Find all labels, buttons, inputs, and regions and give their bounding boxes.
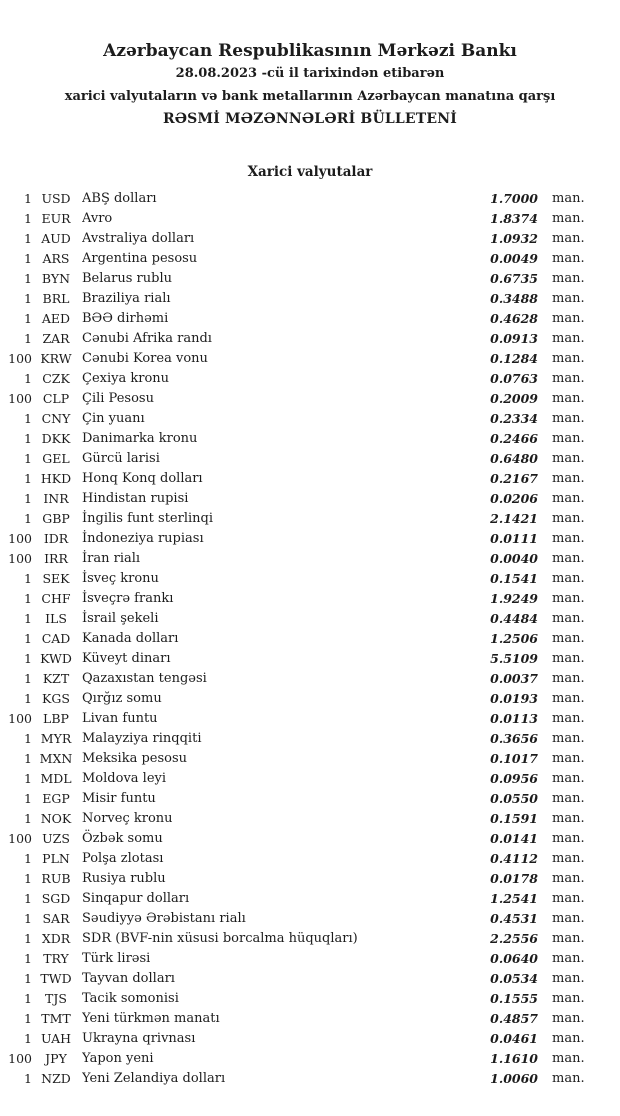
rate-value: 0.0206 <box>490 491 538 506</box>
rate-row <box>0 689 620 709</box>
currency-code: SGD <box>41 891 71 906</box>
quantity: 1 <box>24 271 32 286</box>
rate-value: 0.2167 <box>490 471 538 486</box>
quantity: 100 <box>8 351 32 366</box>
quantity: 100 <box>8 551 32 566</box>
rate-row <box>0 449 620 469</box>
effective-date-line: 28.08.2023 -cü il tarixindən etibarən <box>175 66 445 81</box>
unit-label: man. <box>552 791 585 806</box>
rate-value: 0.6480 <box>490 451 538 466</box>
currency-name: Çexiya kronu <box>82 371 170 386</box>
rate-value: 1.2506 <box>490 631 538 646</box>
unit-label: man. <box>552 611 585 626</box>
quantity: 1 <box>24 971 32 986</box>
rate-row <box>0 589 620 609</box>
currency-code: ZAR <box>42 331 70 346</box>
quantity: 1 <box>24 1071 32 1086</box>
unit-label: man. <box>552 971 585 986</box>
quantity: 1 <box>24 991 32 1006</box>
unit-label: man. <box>552 931 585 946</box>
currency-code: GBP <box>42 511 70 526</box>
unit-label: man. <box>552 1031 585 1046</box>
page-title: Azərbaycan Respublikasının Mərkəzi Bankı <box>103 41 517 61</box>
currency-code: BRL <box>42 291 70 306</box>
rate-row <box>0 489 620 509</box>
currency-name: Malayziya rinqqiti <box>82 731 202 746</box>
currency-code: USD <box>41 191 71 206</box>
currency-code: TRY <box>43 951 69 966</box>
currency-name: Braziliya rialı <box>82 291 171 306</box>
currency-name: ABŞ dolları <box>82 191 157 206</box>
rate-value: 0.0461 <box>490 1031 538 1046</box>
quantity: 1 <box>24 911 32 926</box>
quantity: 1 <box>24 451 32 466</box>
unit-label: man. <box>552 491 585 506</box>
currency-name: Qazaxıstan tengəsi <box>82 671 207 686</box>
unit-label: man. <box>552 271 585 286</box>
currency-code: PLN <box>42 851 70 866</box>
rate-row <box>0 609 620 629</box>
unit-label: man. <box>552 671 585 686</box>
unit-label: man. <box>552 711 585 726</box>
rate-row <box>0 769 620 789</box>
rate-value: 0.0763 <box>490 371 538 386</box>
currency-name: İndoneziya rupiası <box>82 531 204 546</box>
rate-row <box>0 1009 620 1029</box>
rate-value: 0.1541 <box>490 571 538 586</box>
rate-row <box>0 569 620 589</box>
unit-label: man. <box>552 311 585 326</box>
quantity: 1 <box>24 591 32 606</box>
currency-code: KRW <box>40 351 72 366</box>
currency-code: LBP <box>43 711 69 726</box>
rate-row <box>0 349 620 369</box>
currency-name: İsrail şekeli <box>82 611 159 626</box>
unit-label: man. <box>552 391 585 406</box>
currency-code: ARS <box>42 251 70 266</box>
currency-code: CZK <box>42 371 70 386</box>
rate-value: 1.9249 <box>490 591 538 606</box>
currency-name: Tacik somonisi <box>82 991 179 1006</box>
unit-label: man. <box>552 851 585 866</box>
quantity: 1 <box>24 231 32 246</box>
rate-value: 0.4628 <box>490 311 538 326</box>
rate-value: 0.0534 <box>490 971 538 986</box>
quantity: 1 <box>24 471 32 486</box>
currency-name: Çin yuanı <box>82 411 145 426</box>
rate-row <box>0 809 620 829</box>
quantity: 1 <box>24 671 32 686</box>
currency-code: EUR <box>41 211 71 226</box>
unit-label: man. <box>552 631 585 646</box>
rate-row <box>0 749 620 769</box>
unit-label: man. <box>552 471 585 486</box>
unit-label: man. <box>552 371 585 386</box>
currency-name: Tayvan dolları <box>82 971 175 986</box>
rate-value: 0.0037 <box>490 671 538 686</box>
quantity: 1 <box>24 211 32 226</box>
unit-label: man. <box>552 811 585 826</box>
quantity: 100 <box>8 831 32 846</box>
rates-table <box>0 189 620 1089</box>
rate-row <box>0 889 620 909</box>
unit-label: man. <box>552 451 585 466</box>
quantity: 1 <box>24 891 32 906</box>
currency-name: Argentina pesosu <box>82 251 198 266</box>
currency-name: İran rialı <box>82 551 141 566</box>
rate-value: 0.1017 <box>490 751 538 766</box>
quantity: 1 <box>24 511 32 526</box>
scope-line: xarici valyutaların və bank metallarının Azərbaycan manatına qarşı <box>64 89 556 104</box>
rate-row <box>0 709 620 729</box>
rate-value: 5.5109 <box>490 651 538 666</box>
unit-label: man. <box>552 1051 585 1066</box>
quantity: 100 <box>8 1051 32 1066</box>
quantity: 1 <box>24 331 32 346</box>
rate-value: 1.8374 <box>490 211 538 226</box>
rate-value: 0.0113 <box>490 711 538 726</box>
currency-code: SAR <box>42 911 70 926</box>
quantity: 1 <box>24 431 32 446</box>
quantity: 1 <box>24 1011 32 1026</box>
unit-label: man. <box>552 411 585 426</box>
currency-code: XDR <box>41 931 71 946</box>
unit-label: man. <box>552 291 585 306</box>
quantity: 1 <box>24 311 32 326</box>
currency-name: Hindistan rupisi <box>82 491 189 506</box>
currency-code: HKD <box>40 471 72 486</box>
rate-row <box>0 189 620 209</box>
rate-row <box>0 409 620 429</box>
unit-label: man. <box>552 431 585 446</box>
rate-row <box>0 1049 620 1069</box>
rate-row <box>0 509 620 529</box>
rate-value: 0.1284 <box>490 351 538 366</box>
quantity: 1 <box>24 771 32 786</box>
rate-value: 1.2541 <box>490 891 538 906</box>
quantity: 100 <box>8 711 32 726</box>
currency-code: MDL <box>40 771 72 786</box>
rate-row <box>0 429 620 449</box>
rate-value: 0.0956 <box>490 771 538 786</box>
currency-name: Norveç kronu <box>82 811 173 826</box>
currency-code: MXN <box>39 751 73 766</box>
quantity: 1 <box>24 931 32 946</box>
currency-code: IDR <box>43 531 69 546</box>
currency-code: TMT <box>41 1011 71 1026</box>
quantity: 100 <box>8 531 32 546</box>
currency-name: Meksika pesosu <box>82 751 188 766</box>
currency-code: EGP <box>42 791 70 806</box>
rate-row <box>0 289 620 309</box>
rate-value: 2.2556 <box>490 931 538 946</box>
rate-value: 0.3656 <box>490 731 538 746</box>
unit-label: man. <box>552 331 585 346</box>
document-header <box>0 0 620 131</box>
rate-value: 0.3488 <box>490 291 538 306</box>
rate-row <box>0 869 620 889</box>
currency-code: TJS <box>45 991 67 1006</box>
currency-code: UAH <box>40 1031 72 1046</box>
quantity: 1 <box>24 571 32 586</box>
unit-label: man. <box>552 551 585 566</box>
rate-row <box>0 1029 620 1049</box>
quantity: 100 <box>8 391 32 406</box>
quantity: 1 <box>24 371 32 386</box>
rate-row <box>0 909 620 929</box>
currency-code: GEL <box>42 451 70 466</box>
currency-name: Cənubi Afrika randı <box>82 331 212 346</box>
currency-name: Yapon yeni <box>82 1051 154 1066</box>
currency-name: Sinqapur dolları <box>82 891 190 906</box>
currency-code: KGS <box>42 691 70 706</box>
currency-name: BƏƏ dirhəmi <box>82 311 169 326</box>
quantity: 1 <box>24 811 32 826</box>
currency-name: Ukrayna qrivnası <box>82 1031 196 1046</box>
currency-code: ILS <box>45 611 67 626</box>
currency-name: Belarus rublu <box>82 271 172 286</box>
rate-row <box>0 629 620 649</box>
quantity: 1 <box>24 651 32 666</box>
rate-value: 0.2466 <box>490 431 538 446</box>
bulletin-title: RƏSMİ MƏZƏNNƏLƏRİ BÜLLETENİ <box>162 111 458 127</box>
rate-row <box>0 729 620 749</box>
rate-value: 0.1555 <box>490 991 538 1006</box>
currency-code: CAD <box>41 631 71 646</box>
rate-row <box>0 989 620 1009</box>
quantity: 1 <box>24 871 32 886</box>
rate-value: 1.1610 <box>490 1051 538 1066</box>
currency-name: Moldova leyi <box>82 771 167 786</box>
rate-value: 0.4857 <box>490 1011 538 1026</box>
rate-row <box>0 949 620 969</box>
currency-code: AED <box>41 311 71 326</box>
currency-code: TWD <box>40 971 72 986</box>
rate-row <box>0 469 620 489</box>
unit-label: man. <box>552 351 585 366</box>
quantity: 1 <box>24 851 32 866</box>
rate-value: 1.0932 <box>490 231 538 246</box>
unit-label: man. <box>552 591 585 606</box>
rate-row <box>0 669 620 689</box>
rate-value: 0.0040 <box>490 551 538 566</box>
quantity: 1 <box>24 691 32 706</box>
unit-label: man. <box>552 991 585 1006</box>
rate-row <box>0 229 620 249</box>
rate-value: 0.0193 <box>490 691 538 706</box>
section-title: Xarici valyutalar <box>247 164 373 180</box>
rate-row <box>0 649 620 669</box>
rate-row <box>0 929 620 949</box>
rate-value: 0.2009 <box>490 391 538 406</box>
unit-label: man. <box>552 731 585 746</box>
unit-label: man. <box>552 651 585 666</box>
currency-code: INR <box>43 491 69 506</box>
currency-name: Küveyt dinarı <box>82 651 171 666</box>
currency-name: Polşa zlotası <box>82 851 164 866</box>
rate-value: 0.4484 <box>490 611 538 626</box>
currency-code: IRR <box>44 551 68 566</box>
unit-label: man. <box>552 571 585 586</box>
rate-row <box>0 389 620 409</box>
rate-row <box>0 529 620 549</box>
rate-value: 1.7000 <box>490 191 538 206</box>
unit-label: man. <box>552 511 585 526</box>
rate-row <box>0 789 620 809</box>
currency-code: BYN <box>41 271 71 286</box>
unit-label: man. <box>552 211 585 226</box>
rate-row <box>0 1069 620 1089</box>
quantity: 1 <box>24 951 32 966</box>
rate-value: 0.0913 <box>490 331 538 346</box>
currency-name: Yeni türkmən manatı <box>82 1011 220 1026</box>
currency-code: NOK <box>40 811 72 826</box>
currency-name: SDR (BVF-nin xüsusi borcalma hüquqları) <box>82 931 358 946</box>
rate-value: 0.0049 <box>490 251 538 266</box>
rate-row <box>0 969 620 989</box>
currency-name: İngilis funt sterlinqi <box>82 511 213 526</box>
rate-row <box>0 209 620 229</box>
currency-name: Qırğız somu <box>82 691 162 706</box>
unit-label: man. <box>552 251 585 266</box>
quantity: 1 <box>24 1031 32 1046</box>
currency-name: Yeni Zelandiya dolları <box>82 1071 226 1086</box>
currency-code: KZT <box>42 671 70 686</box>
currency-name: Gürcü larisi <box>82 451 160 466</box>
unit-label: man. <box>552 531 585 546</box>
unit-label: man. <box>552 891 585 906</box>
rate-value: 0.4531 <box>490 911 538 926</box>
unit-label: man. <box>552 771 585 786</box>
rate-row <box>0 829 620 849</box>
rate-row <box>0 549 620 569</box>
currency-name: Səudiyyə Ərəbistanı rialı <box>82 911 246 926</box>
rate-value: 0.0640 <box>490 951 538 966</box>
currency-name: İsveç kronu <box>82 571 159 586</box>
unit-label: man. <box>552 1011 585 1026</box>
unit-label: man. <box>552 691 585 706</box>
currency-name: Türk lirəsi <box>82 951 151 966</box>
currency-name: Rusiya rublu <box>82 871 166 886</box>
quantity: 1 <box>24 411 32 426</box>
quantity: 1 <box>24 751 32 766</box>
currency-name: Çili Pesosu <box>82 391 154 406</box>
unit-label: man. <box>552 1071 585 1086</box>
currency-code: CNY <box>41 411 71 426</box>
rate-row <box>0 329 620 349</box>
unit-label: man. <box>552 751 585 766</box>
currency-name: Danimarka kronu <box>82 431 198 446</box>
currency-name: Avro <box>82 211 113 226</box>
currency-code: JPY <box>45 1051 67 1066</box>
currency-code: NZD <box>41 1071 71 1086</box>
currency-code: UZS <box>42 831 70 846</box>
quantity: 1 <box>24 631 32 646</box>
quantity: 1 <box>24 251 32 266</box>
currency-code: RUB <box>41 871 71 886</box>
rate-value: 0.0550 <box>490 791 538 806</box>
quantity: 1 <box>24 791 32 806</box>
currency-name: Avstraliya dolları <box>82 231 195 246</box>
quantity: 1 <box>24 611 32 626</box>
rate-row <box>0 269 620 289</box>
currency-name: Honq Konq dolları <box>82 471 203 486</box>
currency-code: MYR <box>40 731 72 746</box>
currency-code: KWD <box>40 651 72 666</box>
rate-value: 0.0111 <box>490 531 538 546</box>
rate-value: 1.0060 <box>490 1071 538 1086</box>
currency-name: Cənubi Korea vonu <box>82 351 208 366</box>
quantity: 1 <box>24 291 32 306</box>
rate-value: 0.4112 <box>490 851 538 866</box>
quantity: 1 <box>24 491 32 506</box>
unit-label: man. <box>552 831 585 846</box>
currency-code: CLP <box>42 391 70 406</box>
currency-name: Livan funtu <box>82 711 158 726</box>
rate-row <box>0 849 620 869</box>
rate-value: 0.2334 <box>490 411 538 426</box>
unit-label: man. <box>552 191 585 206</box>
currency-code: AUD <box>41 231 71 246</box>
currency-code: SEK <box>42 571 70 586</box>
currency-name: Misir funtu <box>82 791 156 806</box>
rate-row <box>0 309 620 329</box>
currency-name: İsveçrə frankı <box>82 591 174 606</box>
rate-value: 0.0178 <box>490 871 538 886</box>
rate-row <box>0 369 620 389</box>
unit-label: man. <box>552 871 585 886</box>
currency-name: Kanada dolları <box>82 631 179 646</box>
currency-name: Özbək somu <box>82 831 163 846</box>
currency-code: DKK <box>41 431 71 446</box>
unit-label: man. <box>552 951 585 966</box>
unit-label: man. <box>552 911 585 926</box>
unit-label: man. <box>552 231 585 246</box>
rate-row <box>0 249 620 269</box>
quantity: 1 <box>24 731 32 746</box>
rate-value: 2.1421 <box>490 511 538 526</box>
currency-code: CHF <box>41 591 71 606</box>
rate-value: 0.6735 <box>490 271 538 286</box>
rate-value: 0.0141 <box>490 831 538 846</box>
quantity: 1 <box>24 191 32 206</box>
rate-value: 0.1591 <box>490 811 538 826</box>
